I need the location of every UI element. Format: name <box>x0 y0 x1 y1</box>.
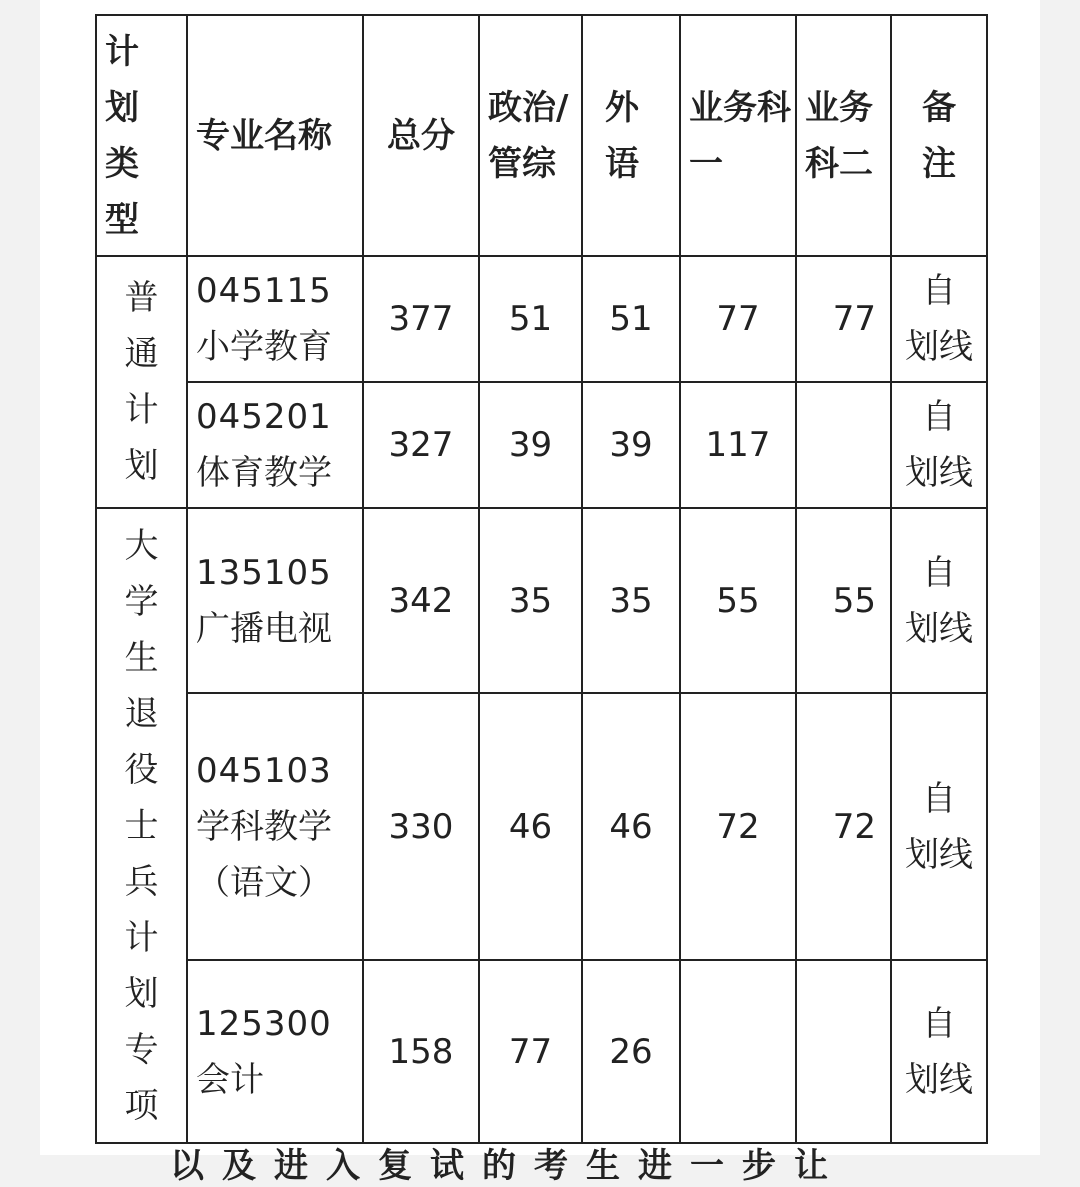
foreign-cell: 39 <box>582 382 680 508</box>
foreign-cell: 26 <box>582 960 680 1143</box>
header-total: 总分 <box>363 15 479 256</box>
major-cell: 125300 会计 <box>187 960 363 1143</box>
subject1-cell: 117 <box>680 382 796 508</box>
major-cell: 045201 体育教学 <box>187 382 363 508</box>
foreign-cell: 51 <box>582 256 680 382</box>
header-subject2: 业务科二 <box>796 15 891 256</box>
total-cell: 327 <box>363 382 479 508</box>
subject1-cell: 77 <box>680 256 796 382</box>
table-row <box>96 508 987 693</box>
header-note: 备注 <box>891 15 987 256</box>
subject2-cell <box>796 960 891 1143</box>
table-row <box>96 693 987 960</box>
total-cell: 377 <box>363 256 479 382</box>
total-cell: 330 <box>363 693 479 960</box>
table-row <box>96 960 987 1143</box>
note-cell: 自 划线 <box>891 256 987 382</box>
document-page <box>40 0 1040 1186</box>
major-cell: 045115 小学教育 <box>187 256 363 382</box>
total-cell: 158 <box>363 960 479 1143</box>
politics-cell: 39 <box>479 382 582 508</box>
politics-cell: 77 <box>479 960 582 1143</box>
subject2-cell: 77 <box>796 256 891 382</box>
total-cell: 342 <box>363 508 479 693</box>
plan-type-cell: 大学生退役士兵计划专项 <box>96 508 187 1143</box>
major-cell: 045103 学科教学（语文） <box>187 693 363 960</box>
politics-cell: 51 <box>479 256 582 382</box>
foreign-cell: 35 <box>582 508 680 693</box>
major-cell: 135105 广播电视 <box>187 508 363 693</box>
subject1-cell: 55 <box>680 508 796 693</box>
header-politics: 政治/管综 <box>479 15 582 256</box>
subject2-cell: 72 <box>796 693 891 960</box>
politics-cell: 46 <box>479 693 582 960</box>
foreign-cell: 46 <box>582 693 680 960</box>
header-foreign: 外语 <box>582 15 680 256</box>
header-major: 专业名称 <box>187 15 363 256</box>
note-cell: 自 划线 <box>891 693 987 960</box>
subject1-cell <box>680 960 796 1143</box>
subject2-cell: 55 <box>796 508 891 693</box>
plan-type-cell: 普通计划 <box>96 256 187 508</box>
note-cell: 自 划线 <box>891 508 987 693</box>
header-row <box>96 15 987 256</box>
note-cell: 自 划线 <box>891 382 987 508</box>
subject2-cell <box>796 382 891 508</box>
table-row <box>96 382 987 508</box>
header-subject1: 业务科一 <box>680 15 796 256</box>
subject1-cell: 72 <box>680 693 796 960</box>
note-cell: 自 划线 <box>891 960 987 1143</box>
table-row <box>96 256 987 382</box>
politics-cell: 35 <box>479 508 582 693</box>
cropped-footer-text: 以及进入复试的考生进一步让 <box>170 1146 846 1186</box>
score-table <box>95 14 988 1144</box>
header-plan-type: 计划类型 <box>96 15 187 256</box>
